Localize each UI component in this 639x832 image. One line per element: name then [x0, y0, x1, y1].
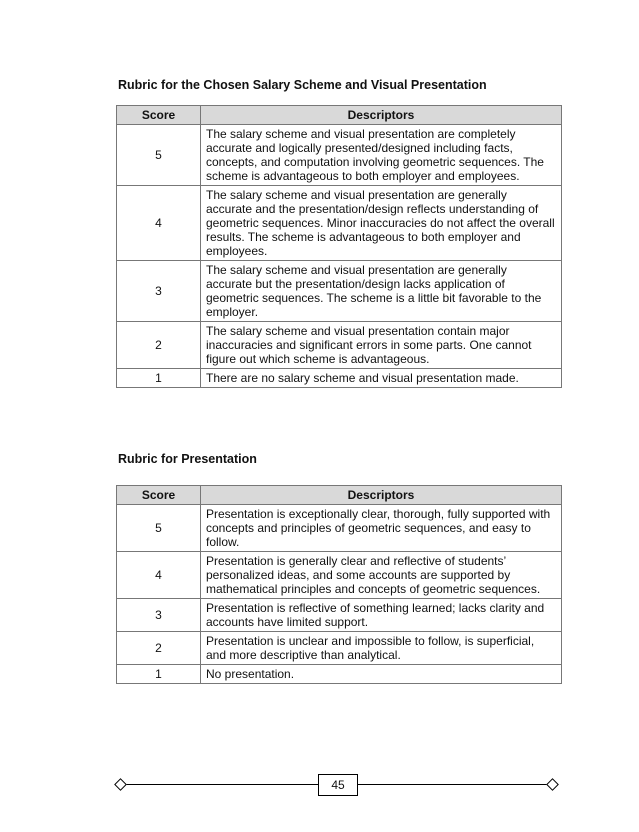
descriptor-cell: No presentation.: [201, 665, 562, 684]
table-row: [117, 322, 562, 369]
footer-rule-left: [124, 784, 318, 785]
descriptors-column-header: Descriptors: [201, 106, 562, 125]
rubric-presentation-table: [116, 485, 562, 684]
rubric-presentation-title: Rubric for Presentation: [118, 452, 257, 466]
score-cell: 2: [117, 632, 201, 665]
descriptor-cell: The salary scheme and visual presentation contain major inaccuracies and significant errors in some parts. One cannot figure out which scheme is advantageous.: [201, 322, 562, 369]
table-row: [117, 261, 562, 322]
diamond-left-icon: [114, 778, 127, 791]
table-row: [117, 369, 562, 388]
descriptor-cell: Presentation is reflective of something learned; lacks clarity and accounts have limited support.: [201, 599, 562, 632]
table-row: [117, 599, 562, 632]
descriptor-cell: Presentation is exceptionally clear, thorough, fully supported with concepts and principles of geometric sequences, and easy to follow.: [201, 505, 562, 552]
descriptor-cell: The salary scheme and visual presentation are completely accurate and logically presented/designed including facts, concepts, and computation involving geometric sequences. The scheme is advantageous to both employer and employees.: [201, 125, 562, 186]
table-row: [117, 665, 562, 684]
table-header-row: [117, 106, 562, 125]
table-row: [117, 125, 562, 186]
score-cell: 5: [117, 505, 201, 552]
score-cell: 4: [117, 186, 201, 261]
descriptor-cell: Presentation is generally clear and reflective of students’ personalized ideas, and some accounts are supported by mathematical principles and concepts of geometric sequences.: [201, 552, 562, 599]
descriptor-cell: Presentation is unclear and impossible to follow, is superficial, and more descriptive than analytical.: [201, 632, 562, 665]
descriptor-cell: The salary scheme and visual presentation are generally accurate and the presentation/design reflects understanding of geometric sequences. Minor inaccuracies do not affect the overall results. The scheme is advantageous to both employer and employees.: [201, 186, 562, 261]
descriptor-cell: There are no salary scheme and visual presentation made.: [201, 369, 562, 388]
footer-rule-right: [358, 784, 550, 785]
table-header-row: [117, 486, 562, 505]
score-cell: 1: [117, 369, 201, 388]
descriptors-column-header: Descriptors: [201, 486, 562, 505]
score-cell: 5: [117, 125, 201, 186]
descriptor-cell: The salary scheme and visual presentation are generally accurate but the presentation/design lacks application of geometric sequences. The scheme is a little bit favorable to the employer.: [201, 261, 562, 322]
table-row: [117, 632, 562, 665]
score-cell: 4: [117, 552, 201, 599]
score-column-header: Score: [117, 486, 201, 505]
score-cell: 2: [117, 322, 201, 369]
score-cell: 3: [117, 261, 201, 322]
score-cell: 3: [117, 599, 201, 632]
rubric-salary-table: [116, 105, 562, 388]
table-row: [117, 505, 562, 552]
table-row: [117, 552, 562, 599]
diamond-right-icon: [546, 778, 559, 791]
score-column-header: Score: [117, 106, 201, 125]
rubric-salary-title: Rubric for the Chosen Salary Scheme and Visual Presentation: [118, 78, 487, 92]
score-cell: 1: [117, 665, 201, 684]
page-number: 45: [318, 774, 358, 796]
table-row: [117, 186, 562, 261]
